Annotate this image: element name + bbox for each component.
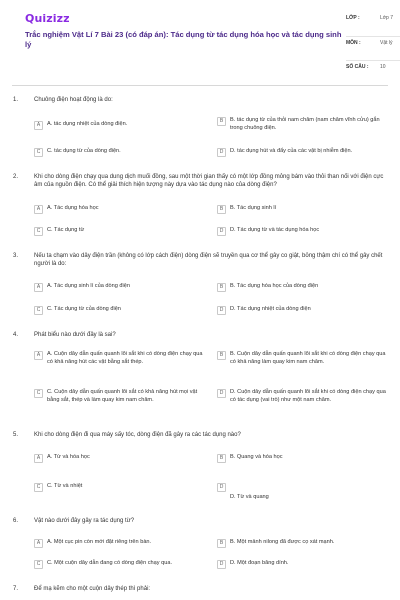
option-b[interactable] — [217, 205, 387, 214]
option-text: C. tác dụng từ của dòng điện. — [47, 148, 121, 154]
question-1 — [12, 97, 388, 167]
question-text: Nếu ta chạm vào dây điện trần (không có lớp cách điện) dòng điện sẽ truyền qua cơ thể gây co giật, bỏng thậm chí có thể gây chết người là do: — [34, 253, 383, 267]
option-letter: B — [217, 454, 226, 463]
question-number: 3. — [13, 253, 19, 259]
question-number: 7. — [13, 586, 19, 592]
option-letter: C — [34, 227, 43, 236]
question-header — [12, 586, 388, 594]
question-text: Phát biểu nào dưới đây là sai? — [34, 332, 116, 338]
count-label: SỐ CÂU : — [346, 64, 369, 70]
option-letter: D — [217, 483, 226, 492]
option-letter: C — [34, 560, 43, 569]
question-text: Chuông điện hoạt động là do: — [34, 97, 113, 103]
question-4 — [12, 332, 388, 422]
question-2 — [12, 174, 388, 246]
option-a[interactable] — [34, 351, 204, 366]
option-text: D. Từ và quang — [230, 494, 269, 500]
option-text: C. Một cuộn dây dẫn đang có dòng điện chạy qua. — [47, 560, 173, 566]
grade-value: Lớp 7 — [380, 15, 394, 21]
option-a[interactable] — [34, 454, 204, 463]
option-letter: A — [34, 539, 43, 548]
option-c[interactable] — [34, 389, 204, 404]
option-letter: C — [34, 483, 43, 492]
option-a[interactable] — [34, 283, 204, 292]
option-d[interactable] — [217, 389, 387, 404]
option-text: B. Quang và hóa học — [230, 454, 283, 460]
option-letter: D — [217, 306, 226, 315]
subject-value: Vật lý — [380, 40, 393, 46]
question-header — [12, 432, 388, 440]
question-text: Khi cho dòng điện đi qua máy sấy tóc, dòng điện đã gây ra các tác dụng nào? — [34, 432, 241, 438]
option-text: D. Một đoạn băng dính. — [230, 560, 289, 566]
option-b[interactable] — [217, 351, 387, 366]
option-text: A. Một cục pin còn mới đặt riêng trên bàn. — [47, 539, 152, 545]
question-5 — [12, 432, 388, 512]
option-c[interactable] — [34, 483, 204, 492]
worksheet-header — [12, 0, 394, 86]
question-header — [12, 332, 388, 340]
option-letter: D — [217, 227, 226, 236]
option-text: A. Cuộn dây dẫn quấn quanh lõi sắt khi có dòng điện chạy qua có khả năng hút các vật bằng sắt thép. — [47, 351, 203, 365]
option-a[interactable] — [34, 205, 204, 214]
option-b[interactable] — [217, 539, 387, 548]
option-text: A. Tác dụng hóa học — [47, 205, 99, 211]
question-6 — [12, 518, 388, 576]
option-text: C. Tác dụng từ của dòng điện — [47, 306, 121, 312]
option-letter: B — [217, 205, 226, 214]
option-a[interactable] — [34, 539, 204, 548]
page-title: Trắc nghiệm Vật Lí 7 Bài 23 (có đáp án): Tác dụng từ tác dụng hóa học và tác dụng sinh lý — [25, 30, 342, 49]
option-text: B. Tác dụng sinh lí — [230, 205, 277, 211]
question-header — [12, 253, 388, 269]
option-b[interactable] — [217, 454, 387, 463]
option-letter: B — [217, 283, 226, 292]
option-a[interactable] — [34, 121, 204, 130]
option-letter: D — [217, 389, 226, 398]
option-text: D. Tác dụng từ và tác dụng hóa học — [230, 227, 320, 233]
count-value: 10 — [380, 64, 386, 70]
option-text: C. Tác dụng từ — [47, 227, 85, 233]
option-text: B. Tác dụng hóa học của dòng điện — [230, 283, 319, 289]
option-d[interactable] — [217, 227, 387, 236]
question-number: 4. — [13, 332, 19, 338]
option-text: B. Cuộn dây dẫn quấn quanh lõi sắt khi có dòng điện chạy qua có khả năng làm quay kim nam châm. — [230, 351, 386, 365]
option-text: B. tác dụng từ của thỏi nam châm (nam châm vĩnh cửu) gắn trong chuông điện. — [230, 117, 380, 131]
option-d[interactable] — [217, 148, 387, 157]
option-letter: C — [34, 389, 43, 398]
option-text: B. Một mảnh nilong đã được cọ xát mạnh. — [230, 539, 335, 545]
question-header — [12, 518, 388, 526]
question-3 — [12, 253, 388, 325]
option-letter: D — [217, 560, 226, 569]
subject-label: MÔN : — [346, 40, 361, 46]
option-letter: C — [34, 148, 43, 157]
option-text: A. Tác dụng sinh lí của dòng điện — [47, 283, 130, 289]
option-d[interactable] — [217, 306, 387, 315]
question-text: Vật nào dưới đây gây ra tác dụng từ? — [34, 518, 135, 524]
meta-grade — [346, 12, 400, 37]
meta-count — [346, 61, 400, 75]
question-number: 2. — [13, 174, 19, 180]
option-letter: A — [34, 283, 43, 292]
option-c[interactable] — [34, 148, 204, 157]
option-letter: D — [217, 148, 226, 157]
option-letter: B — [217, 117, 226, 126]
question-text: Khi cho dòng điện chạy qua dung dịch muối đồng, sau một thời gian thấy có một lớp đồng mỏng bám vào thỏi than nối với điện cực âm của nguồn điện. Có thể giải thích hiện tượng này dựa vào tác dụng nào của dòng điện? — [34, 174, 384, 188]
question-header — [12, 174, 388, 190]
option-letter: A — [34, 351, 43, 360]
question-header — [12, 97, 388, 105]
option-letter: B — [217, 351, 226, 360]
option-letter: A — [34, 205, 43, 214]
option-b[interactable] — [217, 117, 387, 132]
meta-subject — [346, 37, 400, 61]
option-d[interactable] — [217, 560, 387, 569]
question-number: 1. — [13, 97, 19, 103]
option-text: A. Từ và hóa học — [47, 454, 90, 460]
option-text: D. Cuộn dây dẫn quấn quanh lõi sắt khi có dòng điện chạy qua có tác dụng (vai trò) như một nam châm. — [230, 389, 386, 403]
option-text: A. tác dụng nhiệt của dòng điện. — [47, 121, 128, 127]
option-text: D. Tác dụng nhiệt của dòng điện — [230, 306, 311, 312]
question-number: 6. — [13, 518, 19, 524]
option-letter: C — [34, 306, 43, 315]
option-text: C. Từ và nhiệt — [47, 483, 83, 489]
question-7 — [12, 586, 388, 598]
option-d[interactable] — [217, 483, 387, 502]
option-letter: A — [34, 454, 43, 463]
grade-label: LỚP : — [346, 15, 360, 21]
quizizz-logo[interactable]: Quizizz — [25, 12, 70, 25]
question-number: 5. — [13, 432, 19, 438]
option-c[interactable] — [34, 227, 204, 236]
meta-box — [346, 12, 400, 75]
option-letter: A — [34, 121, 43, 130]
option-letter: B — [217, 539, 226, 548]
option-text: C. Cuộn dây dẫn quấn quanh lõi sắt có khả năng hút mọi vật bằng sắt, thép và làm quay kim nam châm. — [47, 389, 198, 403]
option-c[interactable] — [34, 306, 204, 315]
option-b[interactable] — [217, 283, 387, 292]
question-text: Để mạ kẽm cho một cuộn dây thép thì phải: — [34, 586, 151, 592]
option-c[interactable] — [34, 560, 217, 569]
option-text: D. tác dụng hút và đẩy của các vật bị nhiễm điện. — [230, 148, 353, 154]
